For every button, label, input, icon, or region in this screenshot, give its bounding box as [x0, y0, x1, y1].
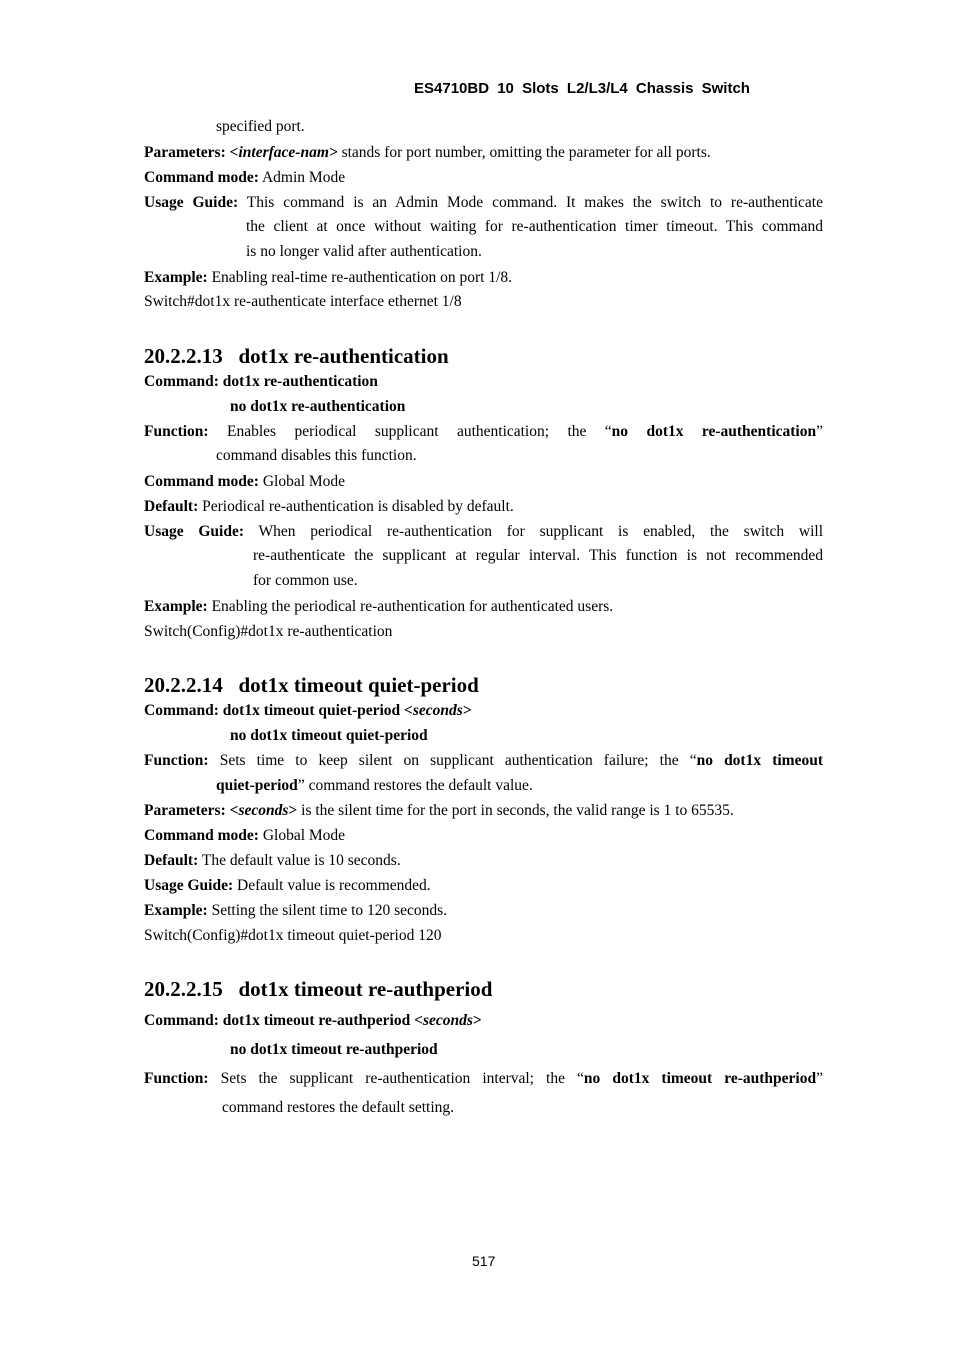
section-heading-13: 20.2.2.13 dot1x re-authentication — [144, 344, 449, 368]
s13-command-mode: Command mode: Global Mode — [144, 473, 346, 490]
s13-default: Default: Periodical re-authentication is disabled by default. — [144, 498, 514, 515]
s14-function: Function: Sets time to keep silent on supplicant authentication failure; the “no dot1x timeout — [144, 752, 823, 769]
intro-example: Example: Enabling real-time re-authentication on port 1/8. — [144, 269, 513, 286]
s13-usage-guide: Usage Guide: When periodical re-authentication for supplicant is enabled, the switch will — [144, 523, 823, 540]
s14-usage-guide: Usage Guide: Default value is recommended. — [144, 877, 431, 894]
s13-function-line2: command disables this function. — [216, 447, 417, 464]
s14-parameters: Parameters: <seconds> is the silent time for the port in seconds, the valid range is 1 to 65535. — [144, 802, 734, 819]
s14-command: Command: dot1x timeout quiet-period <seconds> — [144, 702, 472, 719]
intro-command-mode: Command mode: Admin Mode — [144, 169, 346, 186]
s14-no-command: no dot1x timeout quiet-period — [230, 727, 428, 744]
intro-continuation: specified port. — [216, 118, 305, 135]
intro-usage-guide: Usage Guide: This command is an Admin Mode command. It makes the switch to re-authenticate — [144, 194, 823, 211]
s13-example-command: Switch(Config)#dot1x re-authentication — [144, 623, 393, 640]
s14-example: Example: Setting the silent time to 120 seconds. — [144, 902, 448, 919]
s15-function-line2: command restores the default setting. — [222, 1099, 455, 1116]
section-heading-15: 20.2.2.15 dot1x timeout re-authperiod — [144, 977, 493, 1001]
s13-usage-line2: re-authenticate the supplicant at regular interval. This function is not recommended — [253, 547, 823, 564]
intro-parameters: Parameters: <interface-nam> stands for port number, omitting the parameter for all ports. — [144, 144, 711, 161]
s14-example-command: Switch(Config)#dot1x timeout quiet-period 120 — [144, 927, 442, 944]
s13-example: Example: Enabling the periodical re-authentication for authenticated users. — [144, 598, 614, 615]
s13-usage-line3: for common use. — [253, 572, 358, 589]
s15-no-command: no dot1x timeout re-authperiod — [230, 1041, 438, 1058]
s15-function: Function: Sets the supplicant re-authentication interval; the “no dot1x timeout re-authperiod” — [144, 1070, 823, 1087]
s13-command: Command: dot1x re-authentication — [144, 373, 378, 390]
s14-function-line2: quiet-period” command restores the default value. — [216, 777, 533, 794]
s14-default: Default: The default value is 10 seconds. — [144, 852, 401, 869]
s14-command-mode: Command mode: Global Mode — [144, 827, 346, 844]
running-header: ES4710BD 10 Slots L2/L3/L4 Chassis Switch — [414, 80, 750, 97]
intro-usage-line3: is no longer valid after authentication. — [246, 243, 482, 260]
intro-usage-line2: the client at once without waiting for re-authentication timer timeout. This command — [246, 218, 823, 235]
s13-function: Function: Enables periodical supplicant authentication; the “no dot1x re-authentication” — [144, 423, 823, 440]
s15-command: Command: dot1x timeout re-authperiod <seconds> — [144, 1012, 482, 1029]
intro-example-command: Switch#dot1x re-authenticate interface ethernet 1/8 — [144, 293, 462, 310]
page-number: 517 — [472, 1253, 496, 1269]
section-heading-14: 20.2.2.14 dot1x timeout quiet-period — [144, 673, 479, 697]
s13-no-command: no dot1x re-authentication — [230, 398, 406, 415]
